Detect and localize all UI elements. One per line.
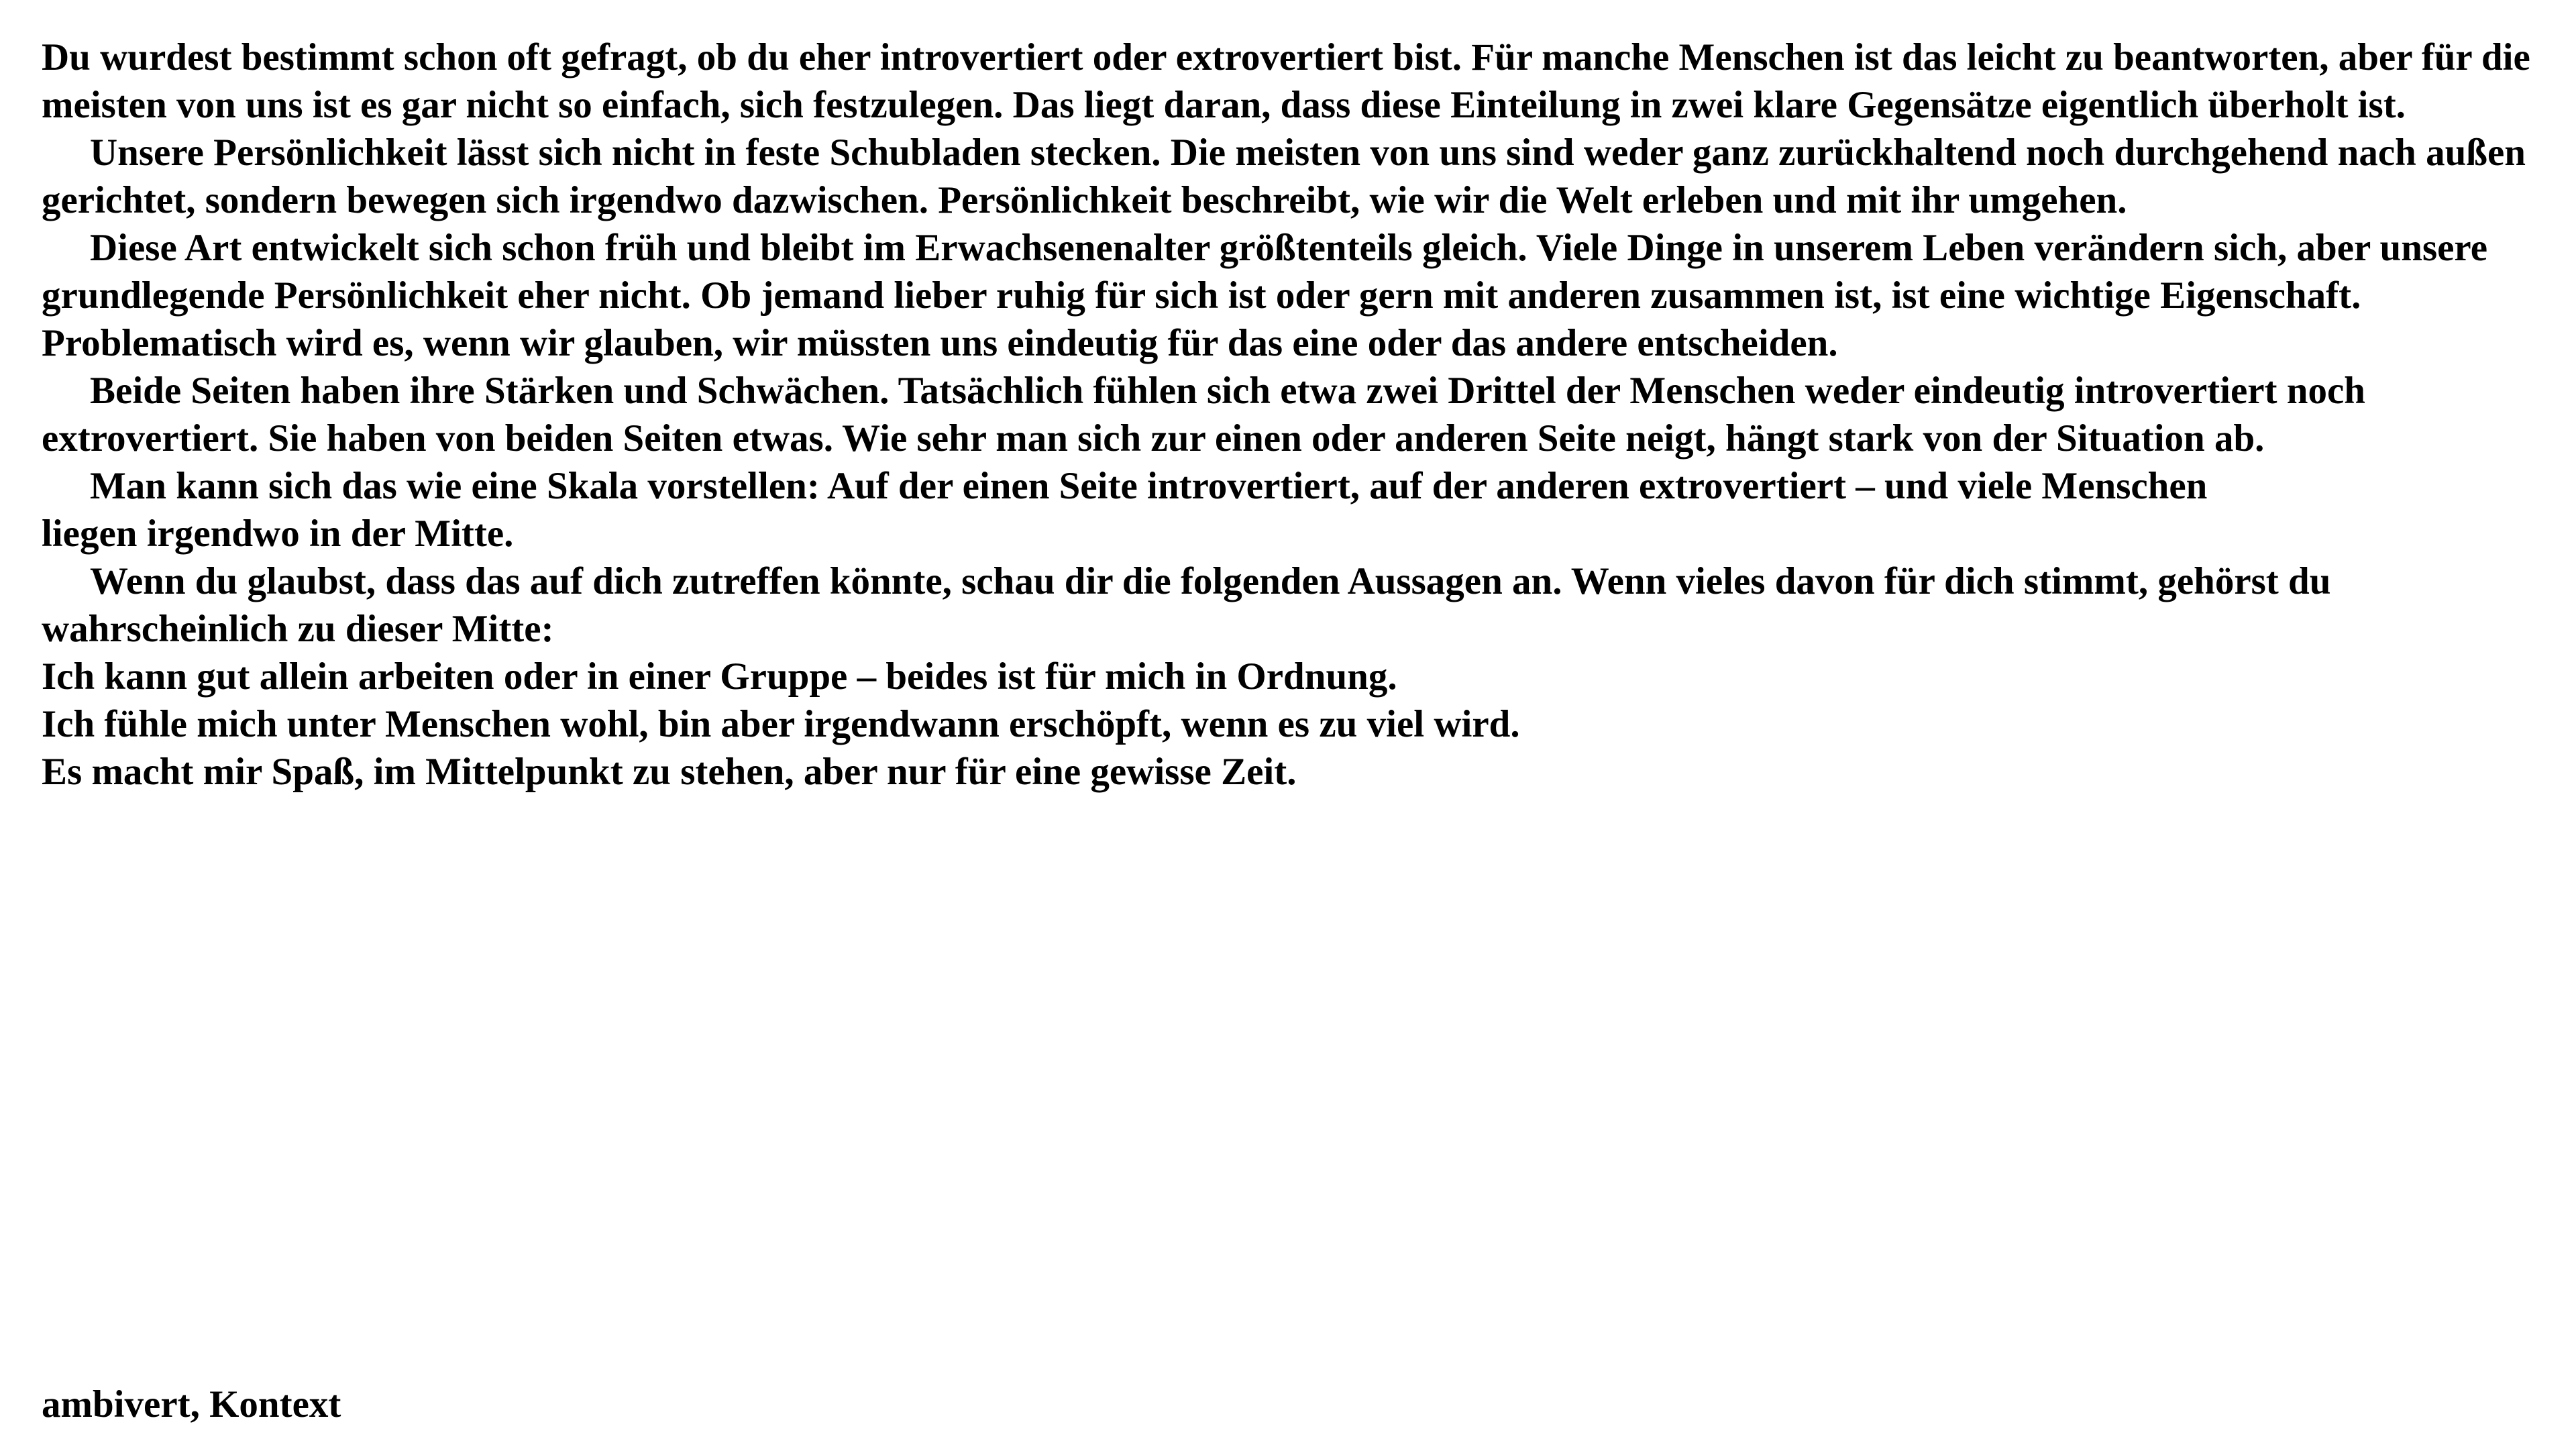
scale-line-1: Man kann sich das wie eine Skala vorstellen: Auf der einen Seite introvertiert, auf der anderen extrovertiert – und viele Menschen — [90, 465, 2208, 507]
scale-line-2: liegen irgendwo in der Mitte. — [42, 513, 514, 555]
paragraph-development: Diese Art entwickelt sich schon früh und bleibt im Erwachsenenalter größtenteils gleich. Viele Dinge in unserem Leben verändern sich, aber unsere grundlegende Persönlichkeit eher nicht. Ob jemand lieber ruhig für sich ist oder gern mit anderen zusammen ist, ist eine wichtige Eigenschaft. Problematisch wird es, wenn wir glauben, wir müssten uns eindeutig für das eine oder das andere entscheiden. — [42, 227, 2487, 364]
paragraph-statements-intro: Wenn du glaubst, dass das auf dich zutreffen könnte, schau dir die folgenden Aussagen an. Wenn vieles davon für dich stimmt, gehörst du wahrscheinlich zu dieser Mitte: — [42, 560, 2331, 650]
paragraph-strengths: Beide Seiten haben ihre Stärken und Schwächen. Tatsächlich fühlen sich etwa zwei Drittel der Menschen weder eindeutig introvertiert noch extrovertiert. Sie haben von beiden Seiten etwas. Wie sehr man sich zur einen oder anderen Seite neigt, hängt stark von der Situation ab. — [42, 370, 2365, 460]
statement-item: Ich kann gut allein arbeiten oder in einer Gruppe – beides ist für mich in Ordnung. — [42, 655, 1397, 698]
keywords-footer: ambivert, Kontext — [42, 1383, 341, 1426]
paragraph-intro: Du wurdest bestimmt schon oft gefragt, ob du eher introvertiert oder extrovertiert bist. Für manche Menschen ist das leicht zu beantworten, aber für die meisten von uns ist es gar nicht so einfach, sich festzulegen. Das liegt daran, dass diese Einteilung in zwei klare Gegensätze eigentlich überholt ist. — [42, 36, 2530, 126]
paragraph-scale — [42, 462, 2551, 510]
paragraph-scale-continued — [42, 510, 2551, 557]
document-body — [42, 34, 2551, 796]
statement-item: Es macht mir Spaß, im Mittelpunkt zu stehen, aber nur für eine gewisse Zeit. — [42, 751, 1297, 793]
paragraph-personality: Unsere Persönlichkeit lässt sich nicht in feste Schubladen stecken. Die meisten von uns sind weder ganz zurückhaltend noch durchgehend nach außen gerichtet, sondern bewegen sich irgendwo dazwischen. Persönlichkeit beschreibt, wie wir die Welt erleben und mit ihr umgehen. — [42, 131, 2526, 221]
statement-item: Ich fühle mich unter Menschen wohl, bin aber irgendwann erschöpft, wenn es zu viel wird. — [42, 703, 1520, 745]
